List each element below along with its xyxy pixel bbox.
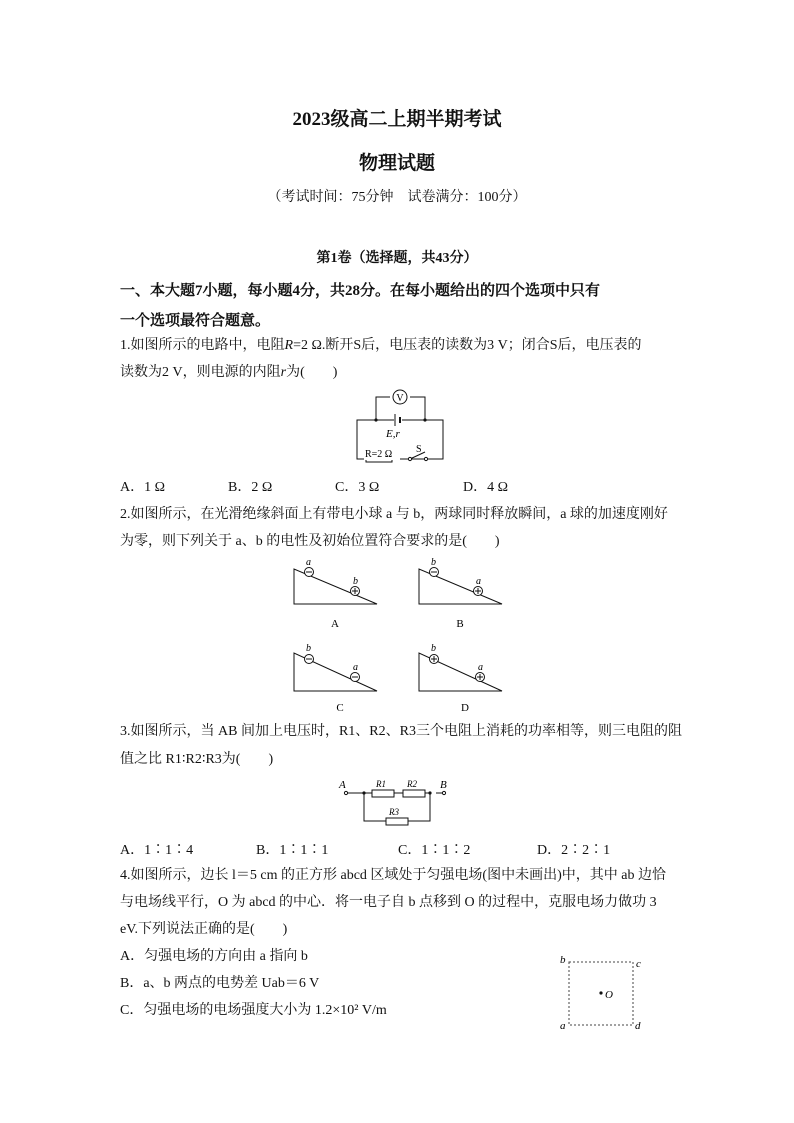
q3-circuit-figure — [336, 776, 456, 830]
q4-line2: 与电场线平行，O 为 abcd 的中心．将一电子自 b 点移到 O 的过程中，克服电场力做功 3 — [120, 895, 657, 910]
q3-label-r1: R1 — [376, 779, 386, 789]
q4-label-b: b — [560, 954, 566, 966]
section-title: 第1卷（选择题，共43分） — [316, 251, 478, 266]
q4-line1: 4.如图所示，边长 l＝5 cm 的正方形 abcd 区域处于匀强电场(图中未画出)中，其中 ab 边恰 — [120, 868, 666, 883]
section-instruction-line2: 一个选项最符合题意。 — [120, 313, 271, 329]
section-instruction-line1: 一、本大题7小题，每小题4分，共28分。在每小题给出的四个选项中只有 — [120, 283, 601, 299]
q4-center-point — [599, 991, 602, 994]
q2-fig-b-caption: B — [456, 618, 464, 630]
q3-option-b[interactable]: B．1∶1∶1 — [256, 843, 329, 858]
q3-r1-resistor — [372, 790, 394, 797]
q4-label-o: O — [605, 989, 613, 1001]
q1-option-a[interactable]: A．1 Ω — [120, 480, 166, 495]
q3-line1: 3.如图所示，当 AB 间加上电压时，R1、R2、R3三个电阻上消耗的功率相等，则三电阻的阻 — [120, 724, 682, 739]
q2-fig-a-caption: A — [331, 618, 339, 630]
q4-option-b[interactable]: B．a、b 两点的电势差 Uab＝6 V — [120, 976, 320, 991]
q3-label-a: A — [339, 779, 346, 791]
q2-incline-figure-c — [285, 640, 385, 714]
q4-label-d: d — [635, 1020, 641, 1032]
q1-source-label: E,r — [386, 428, 400, 440]
q2-incline-figure-b — [410, 556, 510, 630]
q3-r2-resistor — [403, 790, 425, 797]
q1-option-d[interactable]: D．4 Ω — [463, 480, 509, 495]
q2-c-bottom-label: a — [353, 662, 358, 673]
q3-r3-resistor — [386, 818, 408, 825]
q2-d-bottom-label: a — [478, 662, 483, 673]
q3-label-r3: R3 — [389, 807, 399, 817]
q1-option-b[interactable]: B．2 Ω — [228, 480, 273, 495]
q1-line1: 1.如图所示的电路中，电阻R=2 Ω.断开S后，电压表的读数为3 V；闭合S后，电压表的 — [120, 338, 642, 353]
q2-d-top-label: b — [431, 643, 436, 654]
q1-line2: 读数为2 V，则电源的内阻r为( ) — [120, 365, 338, 380]
subject-title: 物理试题 — [358, 153, 435, 174]
q3-option-a[interactable]: A．1∶1∶4 — [120, 843, 194, 858]
q1-voltmeter-label: V — [396, 393, 404, 404]
q2-line2: 为零，则下列关于 a、b 的电性及初始位置符合要求的是( ) — [120, 534, 500, 549]
q3-line2: 值之比 R1∶R2∶R3为( ) — [120, 752, 274, 767]
q2-b-top-label: b — [431, 557, 436, 568]
q2-line1: 2.如图所示，在光滑绝缘斜面上有带电小球 a 与 b，两球同时释放瞬间，a 球的加速度刚好 — [120, 507, 668, 522]
q2-b-bottom-label: a — [476, 576, 481, 587]
exam-info: （考试时间：75分钟 试卷满分：100分） — [267, 190, 527, 205]
q3-label-r2: R2 — [407, 779, 417, 789]
exam-title: 2023级高二上期半期考试 — [292, 109, 502, 130]
q2-a-bottom-label: b — [353, 576, 358, 587]
q2-fig-c-caption: C — [336, 702, 344, 714]
q4-line3: eV.下列说法正确的是( ) — [120, 922, 288, 937]
q1-option-c[interactable]: C．3 Ω — [335, 480, 380, 495]
q3-option-c[interactable]: C．1∶1∶2 — [398, 843, 471, 858]
q3-option-d[interactable]: D．2∶2∶1 — [537, 843, 611, 858]
q3-label-b: B — [440, 779, 447, 791]
q4-option-c[interactable]: C．匀强电场的电场强度大小为 1.2×10² V/m — [120, 1003, 387, 1018]
q2-incline-figure-a — [285, 556, 385, 630]
q2-a-top-label: a — [306, 557, 311, 568]
q4-square-figure — [556, 952, 646, 1032]
q1-circuit-figure — [350, 386, 450, 466]
q4-option-a[interactable]: A．匀强电场的方向由 a 指向 b — [120, 949, 308, 964]
q1-switch-label: S — [416, 444, 422, 455]
q1-resistor-label: R=2 Ω — [365, 449, 393, 460]
q2-fig-d-caption: D — [461, 702, 469, 714]
q4-label-a: a — [560, 1020, 566, 1032]
q2-incline-figure-d — [410, 640, 510, 714]
q2-c-top-label: b — [306, 643, 311, 654]
q4-label-c: c — [636, 958, 641, 970]
